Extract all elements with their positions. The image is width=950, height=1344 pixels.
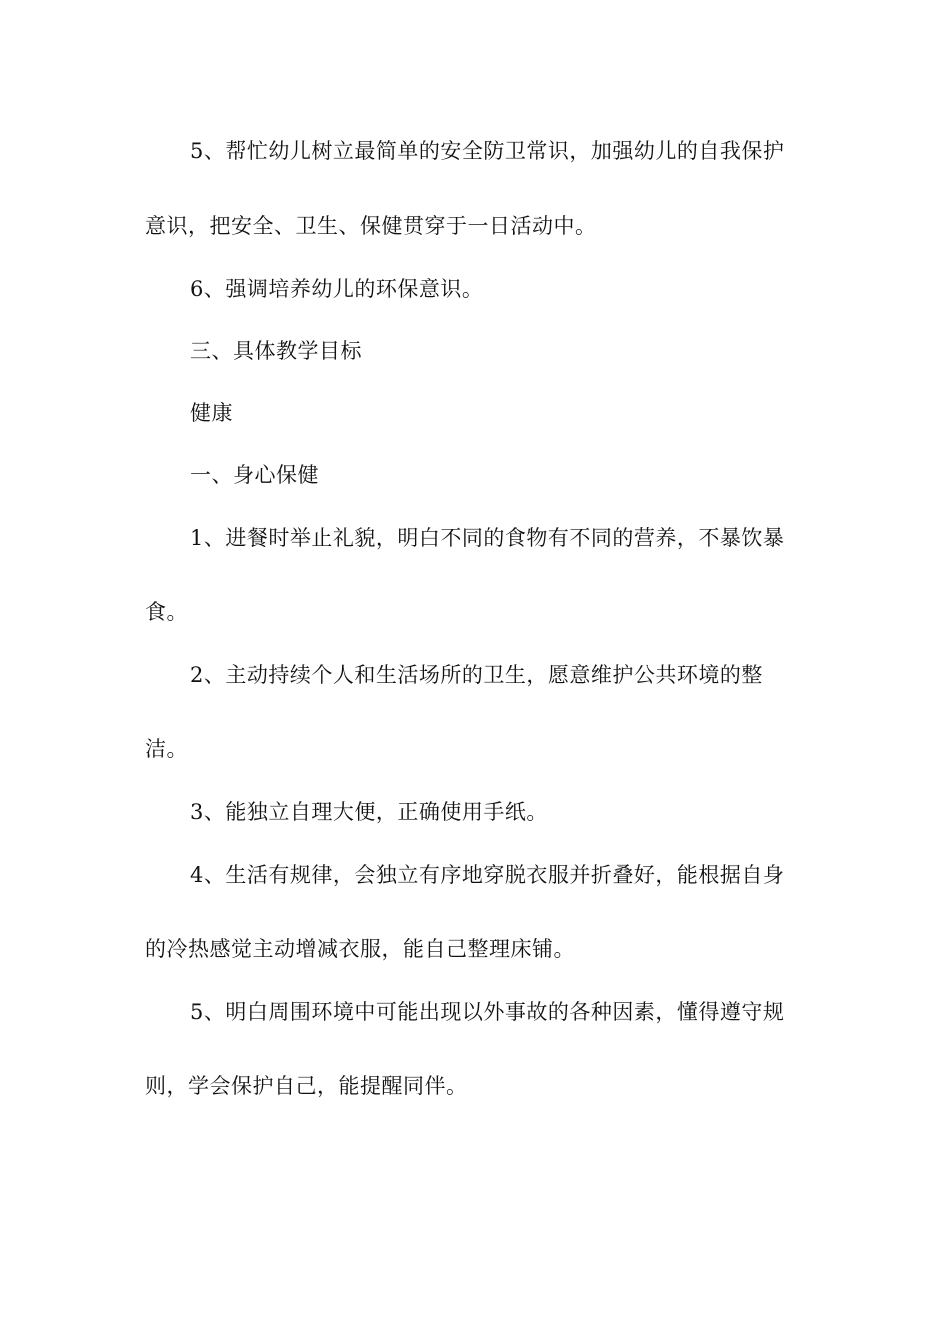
paragraph-line: 的冷热感觉主动增减衣服，能自己整理床铺。 — [145, 937, 575, 961]
paragraph-line: 3、能独立自理大便，正确使用手纸。 — [190, 800, 548, 824]
paragraph-line: 5、帮忙幼儿树立最简单的安全防卫常识，加强幼儿的自我保护 — [190, 139, 785, 163]
section-heading: 三、具体教学目标 — [190, 339, 362, 363]
paragraph-line: 意识，把安全、卫生、保健贯穿于一日活动中。 — [145, 214, 597, 238]
paragraph-line: 洁。 — [145, 737, 188, 761]
paragraph-line: 食。 — [145, 600, 188, 624]
paragraph-line: 1、进餐时举止礼貌，明白不同的食物有不同的营养，不暴饮暴 — [190, 526, 785, 550]
paragraph-line: 则，学会保护自己，能提醒同伴。 — [145, 1074, 468, 1098]
subject-heading: 健康 — [190, 401, 233, 425]
paragraph-line: 6、强调培养幼儿的环保意识。 — [190, 277, 484, 301]
paragraph-line: 4、生活有规律，会独立有序地穿脱衣服并折叠好，能根据自身 — [190, 863, 785, 887]
paragraph-line: 5、明白周围环境中可能出现以外事故的各种因素，懂得遵守规 — [190, 1000, 785, 1024]
subsection-heading: 一、身心保健 — [190, 463, 319, 487]
paragraph-line: 2、主动持续个人和生活场所的卫生，愿意维护公共环境的整 — [190, 663, 763, 687]
